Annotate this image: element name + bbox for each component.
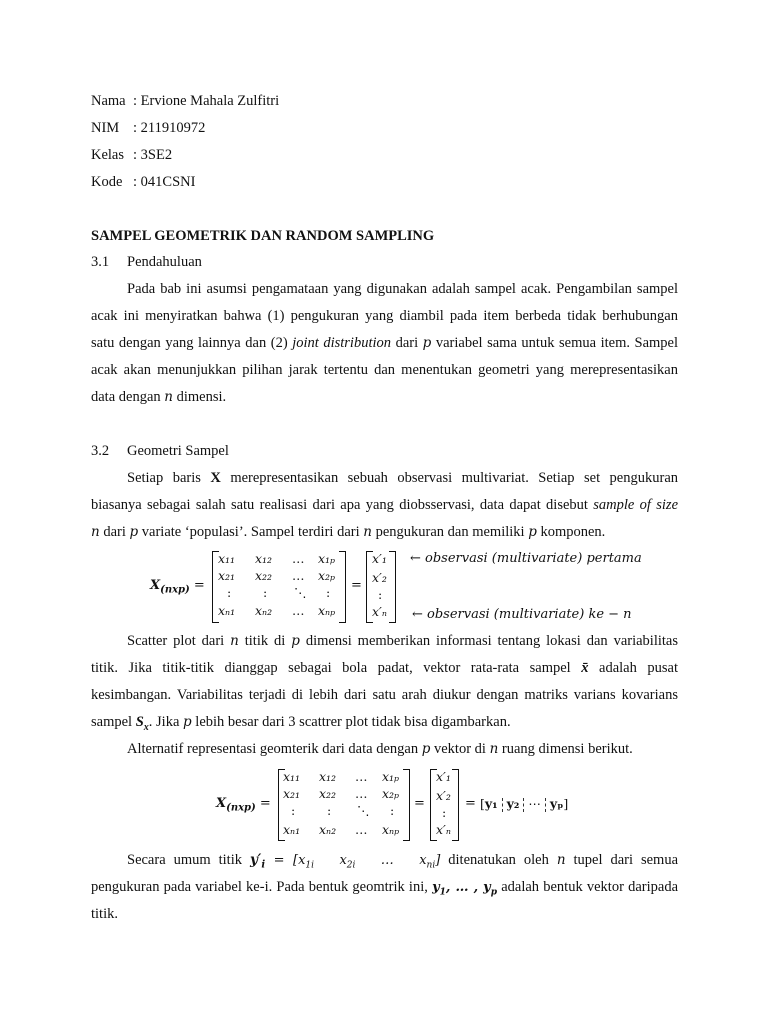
text-run: adalah pusat	[599, 660, 678, 676]
matrix-cell: xₙ₂	[319, 822, 337, 837]
vector-cell: :	[378, 587, 383, 602]
matrix-cell: :	[390, 803, 395, 818]
matrix-cell: …	[292, 568, 305, 583]
row-vector-subscript: i	[261, 859, 266, 871]
para-line: acak akan menunjukkan pilihan jarak tertentu dan menentukan geometri yang merepresentasikan	[91, 362, 678, 378]
matrix-cell: x₁ₚ	[382, 769, 400, 784]
para-line: acak ini menyiratkan bahwa (1) pengukuran yang diambil pada item berbeda tidak berhubungan	[91, 308, 678, 324]
text-run: titik di	[244, 633, 286, 649]
text-run: variate ‘populasi’. Sampel terdiri dari	[141, 524, 360, 540]
right-bracket	[339, 551, 346, 623]
matrix-cell: xₙ₁	[283, 822, 301, 837]
section-number-3-1: 3.1	[91, 254, 110, 270]
right-bracket	[452, 769, 459, 841]
para-line	[91, 709, 678, 736]
matrix-cell: :	[263, 585, 268, 600]
text-run: satu dengan yang lainnya dan (2)	[91, 335, 288, 351]
text-run: dari	[103, 524, 126, 540]
vector-cell: x′₁	[436, 769, 451, 784]
math-var: p	[528, 524, 537, 540]
section-number-3-2: 3.2	[91, 443, 110, 459]
vector-cell: x′ₙ	[372, 604, 387, 619]
row-vector-expression	[249, 852, 266, 871]
section-heading-3-1: Pendahuluan	[127, 254, 202, 270]
matrix-cell: x₂₁	[283, 786, 301, 801]
column-dots: ⋯	[528, 796, 541, 811]
row-vector-symbol: y′	[249, 852, 262, 868]
header-value-nama: : Ervione Mahala Zulfitri	[133, 93, 280, 109]
vector-list: $y_1$, … , $y_p$	[432, 880, 498, 898]
matrix-cell: x₂₁	[218, 568, 236, 583]
matrix-cell: x₂₂	[319, 786, 337, 801]
math-var: p	[129, 524, 139, 540]
text-run: Scatter plot dari	[127, 633, 225, 649]
header-label-nama: Nama	[91, 93, 126, 109]
para-line	[91, 655, 678, 682]
para-line	[91, 847, 678, 874]
matrix-cell: x₂₂	[255, 568, 273, 583]
para-line: titik.	[91, 906, 118, 922]
matrix-cell: xₙₚ	[318, 603, 336, 618]
matrix-lhs	[216, 796, 271, 814]
para-line	[91, 628, 678, 655]
vector-cell: x′ₙ	[436, 822, 451, 837]
matrix-lhs	[150, 578, 205, 596]
equals-sign: =	[259, 796, 271, 811]
matrix-cell: xₙ₁	[218, 603, 236, 618]
italic-term: sample of size	[593, 497, 679, 513]
text-run: pengukuran pada variabel ke-i. Pada bentuk geomtrik ini,	[91, 879, 428, 895]
math-var: n	[164, 389, 173, 405]
text-run: lebih besar dari 3 scattrer plot tidak bisa digambarkan.	[195, 714, 511, 730]
math-var: n	[556, 852, 566, 868]
matrix-cell: x₂ₚ	[382, 786, 400, 801]
text-run: adalah bentuk vektor daripada	[501, 879, 679, 895]
text-run: tupel dari semua	[573, 852, 679, 868]
para-line: kesimbangan. Variabilitas terjadi di lebih dari satu arah diukur dengan matriks varians kovarians	[91, 687, 678, 703]
para-line	[91, 874, 678, 901]
column-vector-row: [y₁ y₂ ⋯ yₚ]	[480, 796, 569, 811]
bold-var: X	[210, 470, 221, 486]
row-vector-value: = [$x_{1i}$ $x_{2i}$ … $x_{ni}$]	[265, 853, 441, 871]
column-separator	[502, 798, 503, 812]
math-var: n	[91, 524, 100, 540]
matrix-cell: :	[227, 585, 232, 600]
header-label-kelas: Kelas	[91, 147, 125, 163]
header-value-kelas: : 3SE2	[133, 147, 173, 163]
header-label-nim: NIM	[91, 120, 120, 136]
matrix-cell: ⋱	[357, 803, 370, 818]
para-line	[91, 492, 678, 519]
right-bracket	[389, 551, 396, 623]
text-run: dimensi.	[176, 389, 227, 405]
vector-cell: x′₁	[372, 551, 387, 566]
matrix-cell: x₁₂	[255, 551, 273, 566]
paragraph-scatter	[91, 628, 678, 763]
vector-cell: x′₂	[436, 788, 451, 803]
text-run: titik. Jika titik-titik dianggap sebagai bola padat, vektor rata-rata sampel	[91, 660, 571, 676]
vector-cell: x′₂	[372, 570, 387, 585]
header-value-nim: : 211910972	[133, 120, 206, 136]
para-line	[91, 465, 678, 492]
matrix-subscript: (nxp)	[160, 584, 190, 596]
matrix-cell: …	[355, 769, 368, 784]
right-bracket	[403, 769, 410, 841]
annotation-nth-observation: ← observasi (multivariate) ke − n	[412, 607, 632, 622]
text-run: komponen.	[540, 524, 606, 540]
text-run: dimensi memberikan informasi tentang lokasi dan variabilitas	[305, 633, 678, 649]
math-var: p	[291, 633, 300, 649]
text-run: merepresentasikan sebuah observasi multivariat. Setiap set pengukuran	[230, 470, 679, 486]
equals-sign: =	[465, 796, 476, 811]
text-run: Setiap baris	[127, 470, 201, 486]
matrix-cell: x₁₁	[283, 769, 301, 784]
matrix-symbol: X	[150, 578, 161, 593]
text-run: variabel sama untuk semua item. Sampel	[435, 335, 679, 351]
column-vector-y2: y₂	[506, 796, 520, 811]
covariance-subscript: x	[143, 721, 149, 733]
matrix-cell: xₙ₂	[255, 603, 273, 618]
section-heading-3-2: Geometri Sampel	[127, 443, 229, 459]
matrix-cell: …	[355, 786, 368, 801]
header-label-kode: Kode	[91, 174, 123, 190]
math-var: n	[489, 741, 499, 757]
equals-sign: =	[193, 578, 205, 593]
matrix-cell: :	[291, 803, 296, 818]
math-var: n	[363, 524, 372, 540]
mean-vector-symbol: x̄	[581, 660, 589, 676]
matrix-cell: x₂ₚ	[318, 568, 336, 583]
matrix-cell: …	[292, 603, 305, 618]
paragraph-pendahuluan	[91, 276, 678, 411]
matrix-cell: …	[355, 822, 368, 837]
covariance-symbol: S	[135, 714, 144, 730]
text-run: . Jika	[148, 714, 180, 730]
matrix-cell: …	[292, 551, 305, 566]
matrix-cell: :	[326, 585, 331, 600]
matrix-cell: x₁₂	[319, 769, 337, 784]
para-line	[91, 330, 678, 357]
matrix-cell: x₁₁	[218, 551, 236, 566]
math-var: p	[421, 741, 431, 757]
text-run: ditenatukan oleh	[448, 852, 549, 868]
matrix-subscript: (nxp)	[226, 802, 256, 814]
paragraph-secara-umum	[91, 847, 678, 928]
text-run: Alternatif representasi geomterik dari data dengan	[127, 741, 419, 757]
para-line	[91, 736, 678, 763]
text-run: pengukuran dan memiliki	[375, 524, 525, 540]
vector-cell: :	[442, 805, 447, 820]
text-run: data dengan	[91, 389, 161, 405]
text-run: ruang dimensi berikut.	[501, 741, 633, 757]
matrix-cell: xₙₚ	[382, 822, 400, 837]
document-title: SAMPEL GEOMETRIK DAN RANDOM SAMPLING	[91, 228, 435, 244]
matrix-cell: :	[327, 803, 332, 818]
math-var: n	[230, 633, 239, 649]
italic-term: joint distribution	[292, 335, 392, 351]
text-run: sampel	[91, 714, 133, 730]
text-run: vektor di	[434, 741, 486, 757]
text-run: dari	[395, 335, 419, 351]
equals-sign: =	[414, 796, 425, 811]
para-line	[91, 519, 678, 546]
math-var: p	[422, 335, 432, 351]
column-vector-yp: yₚ	[549, 796, 564, 811]
header-value-kode: : 041CSNI	[133, 174, 196, 190]
column-vector-y1: y₁	[484, 796, 498, 811]
equals-sign: =	[351, 578, 362, 593]
text-run: Secara umum titik	[127, 852, 242, 868]
matrix-cell: x₁ₚ	[318, 551, 336, 566]
para-line: Pada bab ini asumsi pengamataan yang digunakan adalah sampel acak. Pengambilan sampel	[127, 281, 678, 297]
para-line	[91, 384, 678, 411]
column-separator	[545, 798, 546, 812]
matrix-cell: ⋱	[294, 585, 307, 600]
text-run: biasanya sebagai salah satu realisasi dari apa yang diobsservasi, data dapat disebut	[91, 497, 588, 513]
column-separator	[523, 798, 524, 812]
math-var: p	[183, 714, 192, 730]
annotation-first-observation: ← observasi (multivariate) pertama	[410, 551, 642, 566]
paragraph-geometri-1	[91, 465, 678, 546]
matrix-symbol: X	[216, 796, 227, 811]
